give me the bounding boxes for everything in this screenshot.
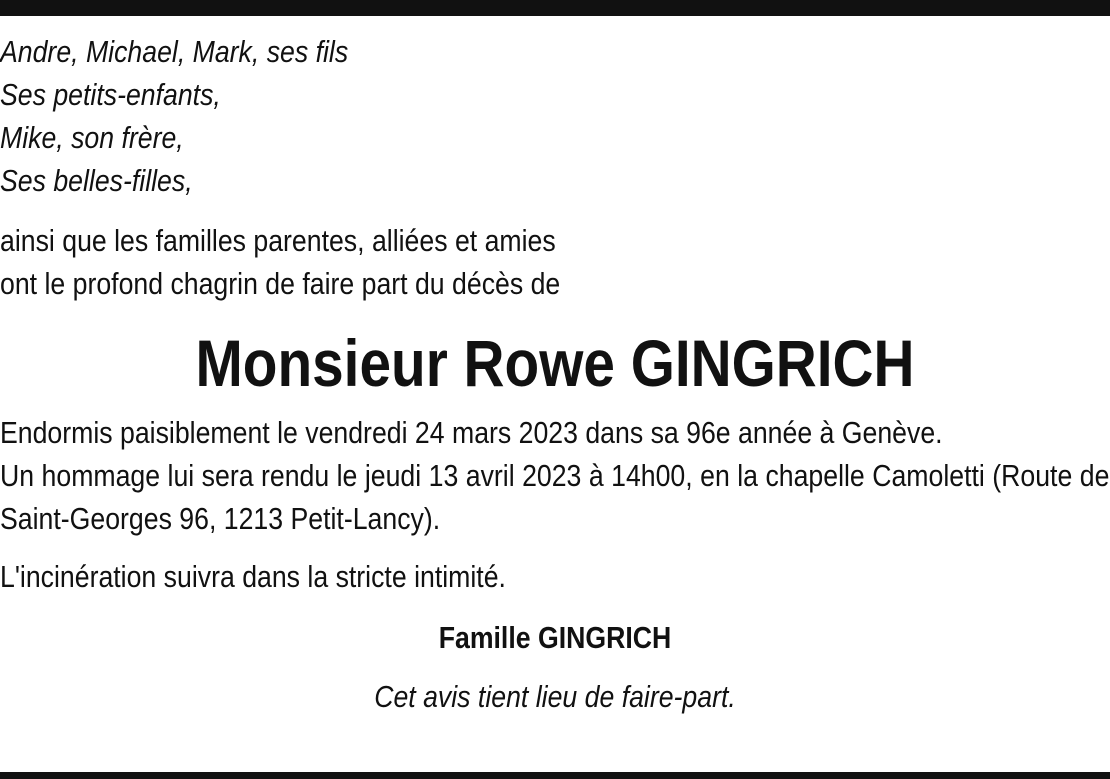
bottom-border-rule [0, 772, 1110, 779]
family-signature: Famille GINGRICH [438, 620, 672, 655]
mourner-line: Ses petits-enfants, [0, 77, 221, 112]
announcement-intro [0, 219, 1110, 305]
mourner-line: Andre, Michael, Mark, ses fils [0, 34, 349, 69]
mourner-line: Mike, son frère, [0, 120, 184, 155]
intro-line: ainsi que les familles parentes, alliées et amies [0, 223, 556, 258]
incineration-note: L'incinération suivra dans la stricte intimité. [0, 559, 506, 594]
death-paragraph: Endormis paisiblement le vendredi 24 mars 2023 dans sa 96e année à Genève. [0, 415, 943, 450]
top-border-rule [0, 0, 1110, 16]
mourner-line: Ses belles-filles, [0, 163, 193, 198]
deceased-name: Monsieur Rowe GINGRICH [195, 326, 915, 400]
intro-line: ont le profond chagrin de faire part du décès de [0, 266, 561, 301]
obituary-notice [0, 30, 1110, 718]
mourners-list [0, 30, 1110, 202]
tribute-paragraph: Un hommage lui sera rendu le jeudi 13 avril 2023 à 14h00, en la chapelle Camoletti (Route de Saint-Georges 96, 1213 Petit-Lancy). [0, 458, 1110, 536]
closing-note: Cet avis tient lieu de faire-part. [374, 679, 736, 714]
